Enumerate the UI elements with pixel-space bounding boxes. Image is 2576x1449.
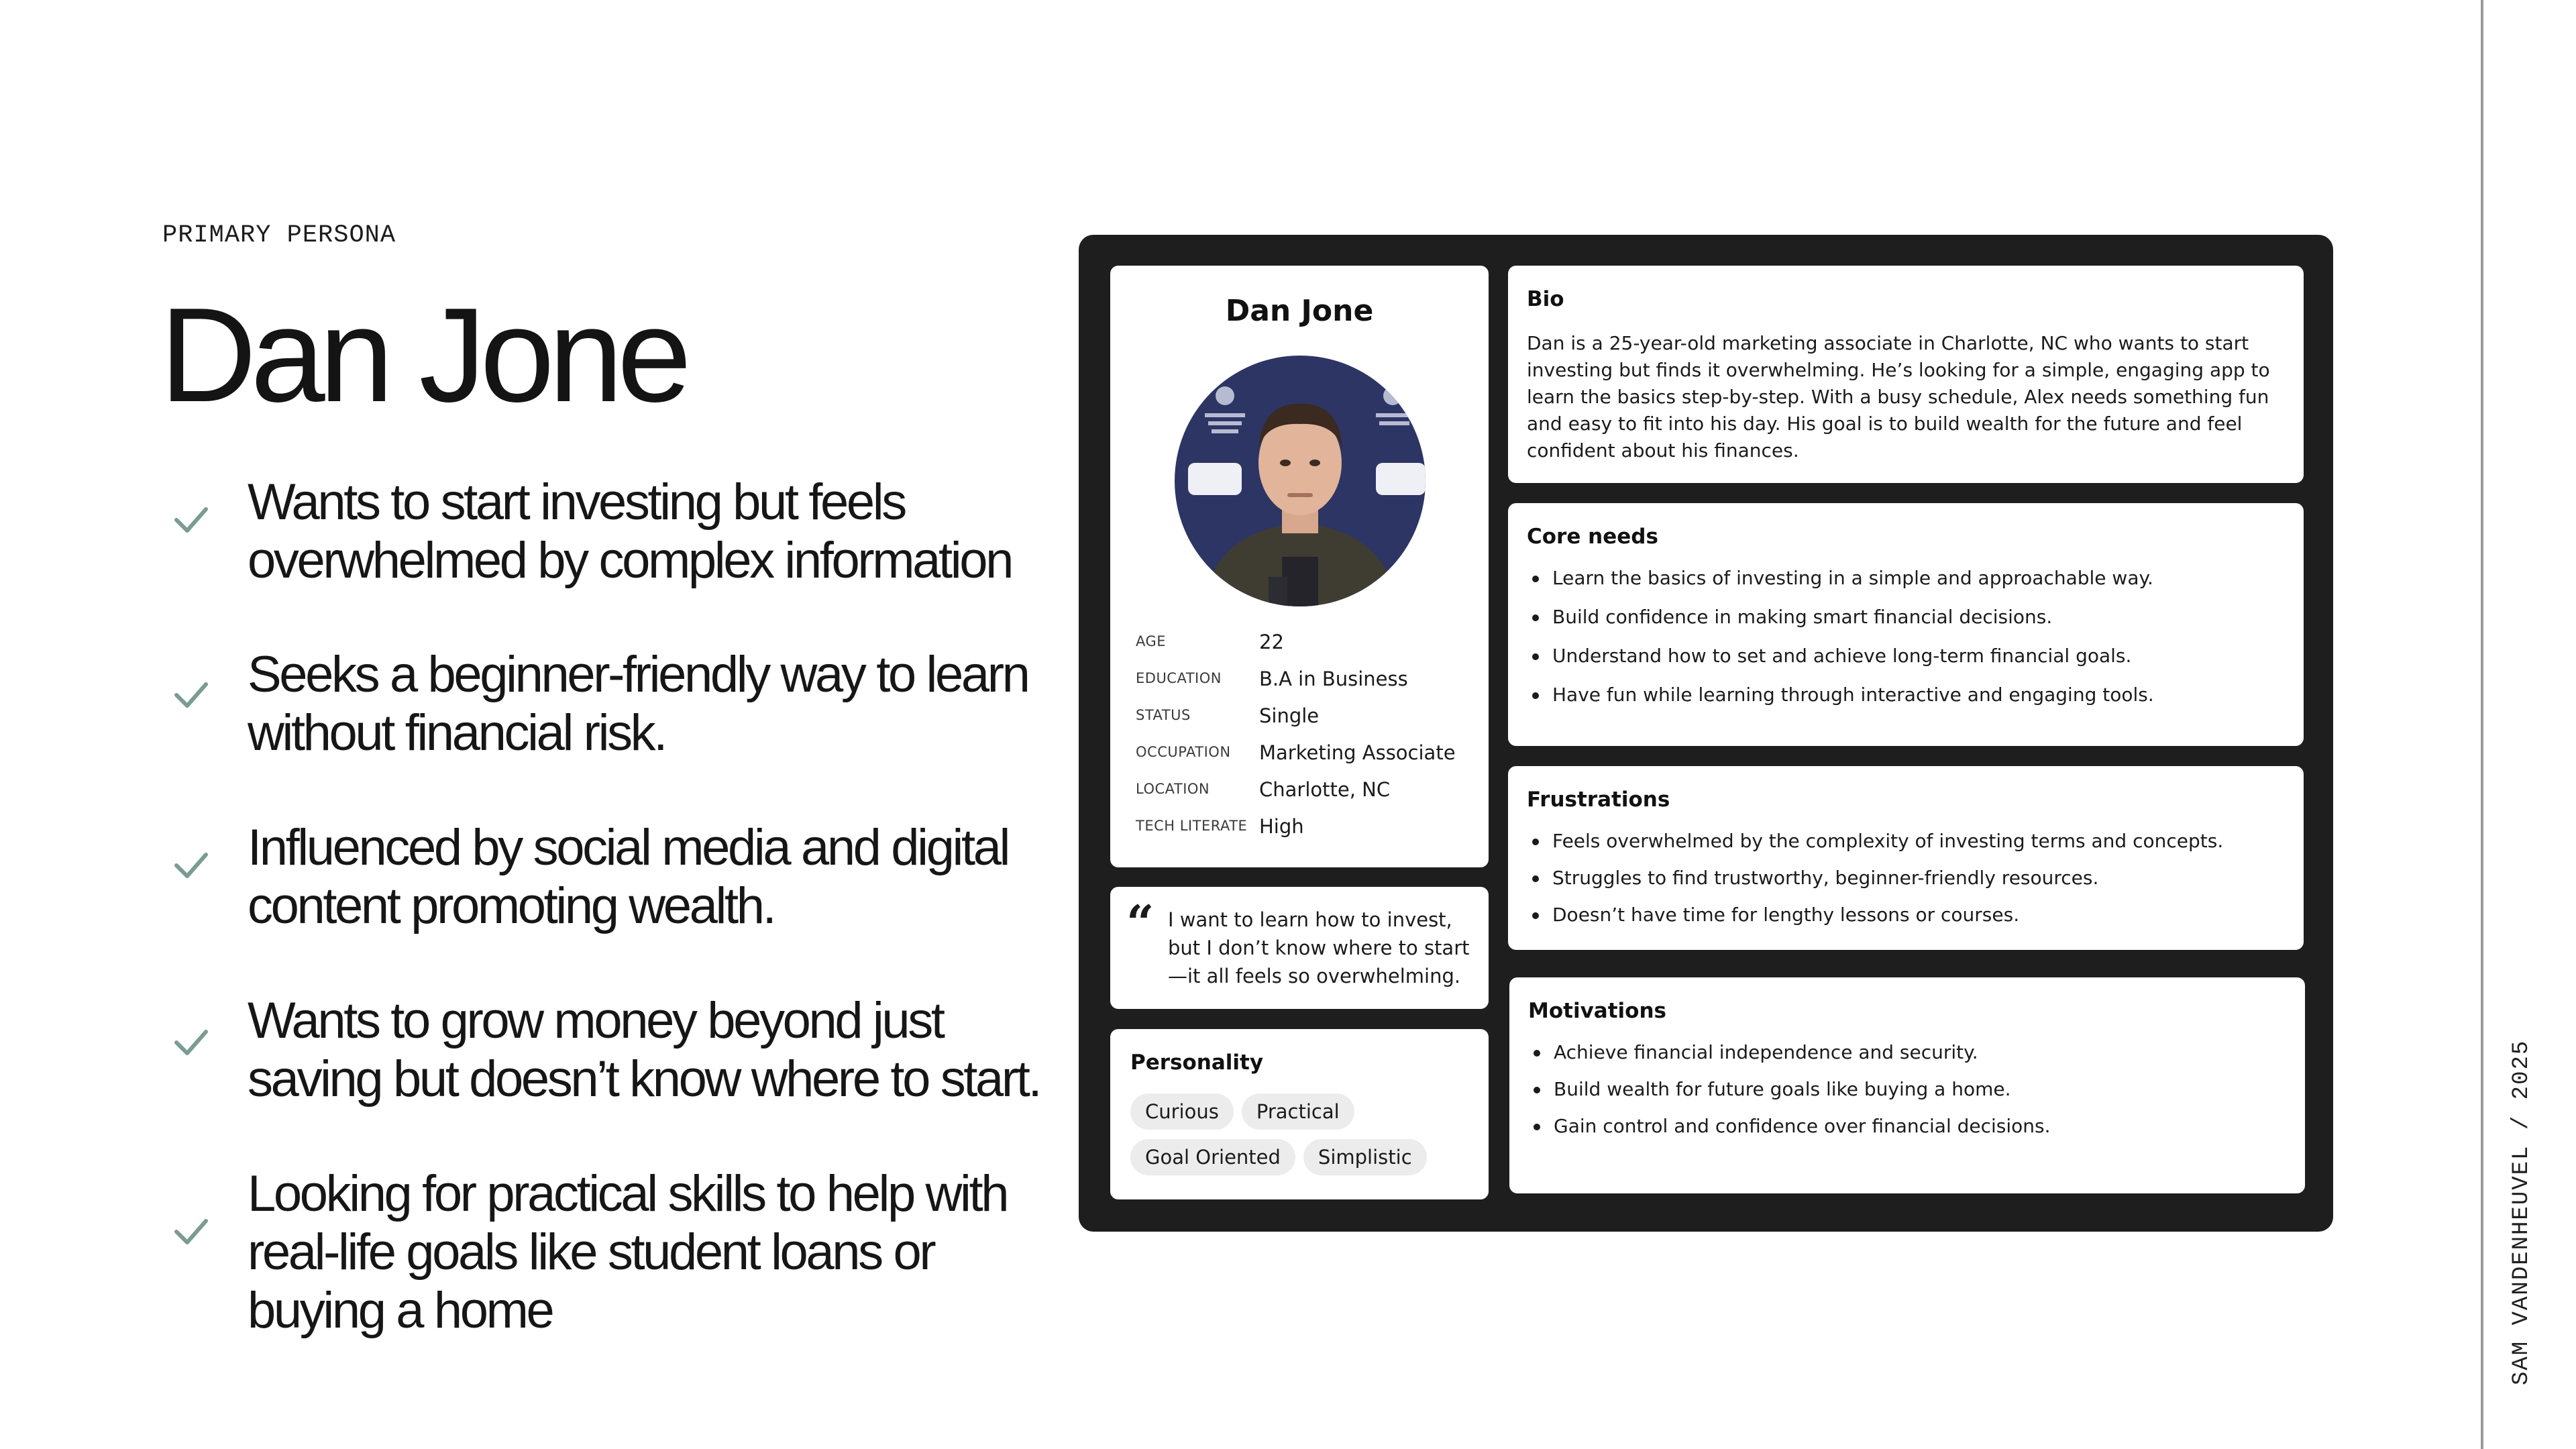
quote-text: I want to learn how to invest, but I don’t know where to start—it all feels so overwhelming. [1168,908,1470,987]
bullet-text: Looking for practical skills to help with real-life goals like student loans or buying a home [248,1165,1008,1339]
bio-panel [1508,266,2304,483]
personality-tag: Goal Oriented [1130,1139,1295,1175]
list-item: Learn the basics of investing in a simple and approachable way. [1527,568,2292,589]
tag-list [1130,1093,1479,1175]
attribute-value: High [1259,815,1304,838]
motivations-list [1528,1042,2293,1152]
personality-title: Personality [1130,1051,1264,1075]
personality-tag: Curious [1130,1093,1234,1130]
attribute-label: LOCATION [1136,781,1210,797]
attribute-row [1136,667,1471,707]
author-credit: SAM VANDENHEUVEL / 2025 [2509,1039,2534,1385]
list-item: Achieve financial independence and security. [1528,1042,2293,1063]
divider-line [2481,0,2483,1449]
motivations-panel [1509,977,2305,1193]
bullet-text: Influenced by social media and digital content promoting wealth. [248,819,1009,934]
list-item: Build wealth for future goals like buying a home. [1528,1079,2293,1100]
attribute-label: STATUS [1136,707,1191,723]
attribute-row [1136,815,1471,855]
check-icon [171,1212,211,1252]
attribute-label: EDUCATION [1136,670,1222,686]
bullet-text: Seeks a beginner-friendly way to learn without financial risk. [248,646,1028,761]
list-item: Understand how to set and achieve long-term financial goals. [1527,645,2292,667]
attribute-value: Marketing Associate [1259,741,1456,764]
bio-title: Bio [1527,287,1564,311]
check-icon [171,675,211,715]
page-title: Dan Jone [160,280,686,430]
frustrations-list [1527,830,2292,941]
persona-card [1079,235,2333,1232]
avatar [1175,356,1426,606]
bullet-text: Wants to start investing but feels overwhelmed by complex information [248,474,1012,589]
profile-name: Dan Jone [1225,294,1374,328]
bio-text: Dan is a 25-year-old marketing associate in Charlotte, NC who wants to start investing but finds it overwhelming. He’s looking for a simple, engaging app to learn the basics step-by-step. With a busy schedule, Alex needs something fun and easy to fit into his day. His goal is to build wealth for the future and feel confident about his finances. [1527,332,2270,462]
attribute-label: OCCUPATION [1136,744,1231,760]
personality-panel [1110,1029,1489,1199]
attribute-row [1136,633,1471,670]
attribute-label: AGE [1136,633,1167,649]
attribute-list [1136,633,1471,855]
personality-tag: Practical [1242,1093,1354,1130]
profile-panel [1110,266,1489,867]
list-item: Struggles to find trustworthy, beginner-friendly resources. [1527,867,2292,889]
list-item: Doesn’t have time for lengthy lessons or courses. [1527,904,2292,926]
list-item: Build confidence in making smart financial decisions. [1527,606,2292,628]
list-item: Gain control and confidence over financial decisions. [1528,1116,2293,1137]
list-item: Have fun while learning through interactive and engaging tools. [1527,684,2292,706]
motivations-title: Motivations [1528,999,1666,1023]
attribute-value: B.A in Business [1259,667,1408,690]
quote-panel [1110,887,1489,1009]
attribute-row [1136,741,1471,781]
attribute-row [1136,704,1471,744]
check-icon [171,845,211,885]
check-icon [171,500,211,540]
attribute-row [1136,778,1471,818]
quote-icon: “ [1126,894,1155,951]
frustrations-panel [1508,766,2304,950]
attribute-value: 22 [1259,631,1284,653]
section-eyebrow: PRIMARY PERSONA [162,221,396,250]
core-needs-panel [1508,503,2304,746]
core-needs-list [1527,568,2292,723]
attribute-label: TECH LITERATE [1136,818,1248,834]
check-icon [171,1022,211,1063]
frustrations-title: Frustrations [1527,788,1670,812]
list-item: Feels overwhelmed by the complexity of investing terms and concepts. [1527,830,2292,852]
attribute-value: Single [1259,704,1320,727]
bullet-text: Wants to grow money beyond just saving but doesn’t know where to start. [248,992,1040,1108]
personality-tag: Simplistic [1303,1139,1427,1175]
attribute-value: Charlotte, NC [1259,778,1391,801]
core-needs-title: Core needs [1527,525,1658,549]
